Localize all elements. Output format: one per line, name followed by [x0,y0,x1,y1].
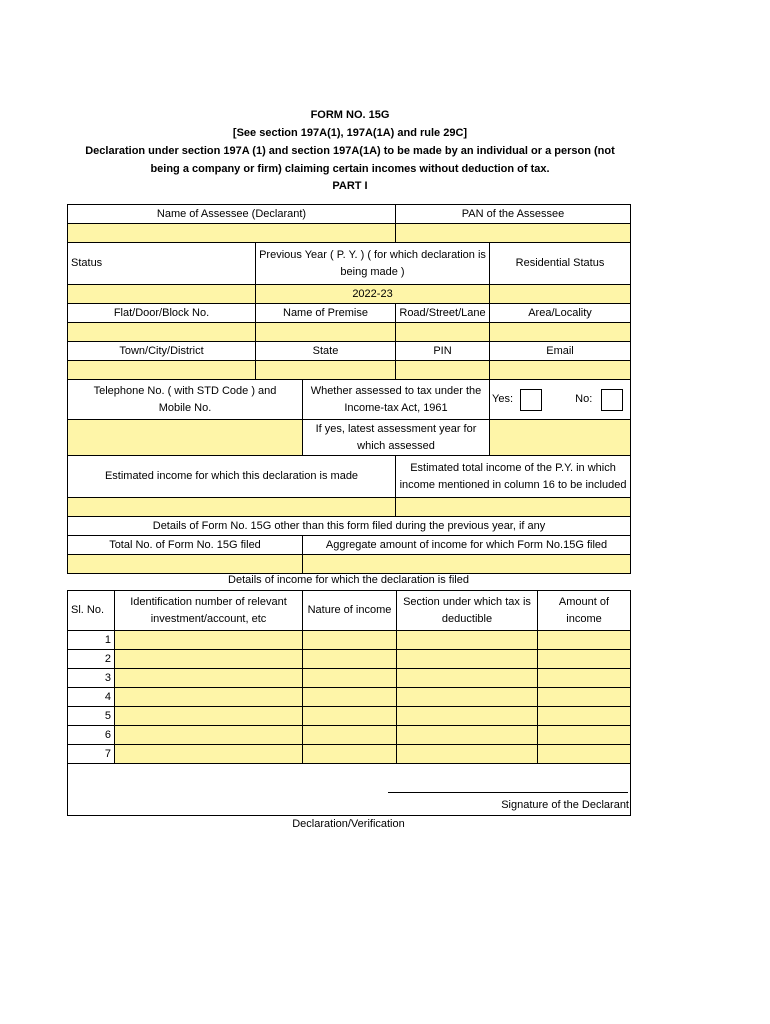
nature-cell[interactable] [303,707,397,726]
pin-label: PIN [396,342,490,361]
status-label: Status [68,243,256,285]
premise-field[interactable] [256,323,396,342]
aggregate-label: Aggregate amount of income for which Form No.15G filed [303,536,631,555]
nature-cell[interactable] [303,726,397,745]
section-cell[interactable] [397,669,538,688]
no-label: No: [575,393,593,406]
total-forms-label: Total No. of Form No. 15G filed [68,536,303,555]
nature-cell[interactable] [303,669,397,688]
state-label: State [256,342,396,361]
identification-cell[interactable] [115,707,303,726]
row-number: 7 [68,745,115,764]
declaration-text-line2: being a company or firm) claiming certain incomes without deduction of tax. [150,163,550,175]
col-amount: Amount of income [538,591,631,631]
row-number: 2 [68,650,115,669]
identification-cell[interactable] [115,688,303,707]
amount-cell[interactable] [538,650,631,669]
nature-cell[interactable] [303,631,397,650]
verification-heading: Declaration/Verification [292,818,405,830]
nature-cell[interactable] [303,650,397,669]
estimated-total-field[interactable] [396,498,631,517]
identification-cell[interactable] [115,726,303,745]
row-number: 3 [68,669,115,688]
area-field[interactable] [490,323,631,342]
email-field[interactable] [490,361,631,380]
identification-cell[interactable] [115,631,303,650]
aggregate-field[interactable] [303,555,631,574]
town-label: Town/City/District [68,342,256,361]
part1-table [67,204,631,574]
row-number: 1 [68,631,115,650]
col-sl-no: Sl. No. [68,591,115,631]
row-number: 5 [68,707,115,726]
signature-line[interactable] [388,792,628,793]
email-label: Email [490,342,631,361]
nature-cell[interactable] [303,688,397,707]
form-title: FORM NO. 15G [310,109,390,121]
yes-checkbox[interactable] [520,389,542,411]
amount-cell[interactable] [538,631,631,650]
identification-cell[interactable] [115,669,303,688]
road-field[interactable] [396,323,490,342]
previous-year-value[interactable]: 2022-23 [256,285,490,304]
latest-ay-label: If yes, latest assessment year for which assessed [303,420,490,456]
pan-field[interactable] [396,224,631,243]
estimated-total-label: Estimated total income of the P.Y. in which income mentioned in column 16 to be included [396,456,631,498]
amount-cell[interactable] [538,669,631,688]
status-field[interactable] [68,285,256,304]
area-label: Area/Locality [490,304,631,323]
pin-field[interactable] [396,361,490,380]
section-cell[interactable] [397,650,538,669]
name-field[interactable] [68,224,396,243]
assessed-yes-no [490,380,631,420]
town-field[interactable] [68,361,256,380]
no-checkbox[interactable] [601,389,623,411]
section-reference: [See section 197A(1), 197A(1A) and rule 29C] [232,127,468,139]
identification-cell[interactable] [115,650,303,669]
telephone-label: Telephone No. ( with STD Code ) and Mobile No. [68,380,303,420]
total-forms-field[interactable] [68,555,303,574]
other-forms-label: Details of Form No. 15G other than this form filed during the previous year, if any [68,517,631,536]
section-cell[interactable] [397,688,538,707]
estimated-income-label: Estimated income for which this declaration is made [68,456,396,498]
telephone-field[interactable] [68,420,303,456]
residential-status-label: Residential Status [490,243,631,285]
flat-label: Flat/Door/Block No. [68,304,256,323]
section-cell[interactable] [397,726,538,745]
residential-status-field[interactable] [490,285,631,304]
income-caption: Details of income for which the declaration is filed [228,574,469,586]
declaration-text-line1: Declaration under section 197A (1) and section 197A(1A) to be made by an individual or a person (not [85,145,615,157]
section-cell[interactable] [397,707,538,726]
name-label: Name of Assessee (Declarant) [68,205,396,224]
amount-cell[interactable] [538,688,631,707]
road-label: Road/Street/Lane [396,304,490,323]
estimated-income-field[interactable] [68,498,396,517]
yes-label: Yes: [492,393,514,406]
signature-label: Signature of the Declarant [501,799,629,811]
col-identification: Identification number of relevant investment/account, etc [115,591,303,631]
col-nature: Nature of income [303,591,397,631]
signature-box [67,760,631,816]
row-number: 4 [68,688,115,707]
row-number: 6 [68,726,115,745]
section-cell[interactable] [397,631,538,650]
flat-field[interactable] [68,323,256,342]
amount-cell[interactable] [538,726,631,745]
pan-label: PAN of the Assessee [396,205,631,224]
income-table [67,590,631,764]
assessed-label: Whether assessed to tax under the Income-tax Act, 1961 [303,380,490,420]
previous-year-label: Previous Year ( P. Y. ) ( for which declaration is being made ) [256,243,490,285]
part-heading: PART I [332,180,368,192]
premise-label: Name of Premise [256,304,396,323]
col-section: Section under which tax is deductible [397,591,538,631]
amount-cell[interactable] [538,707,631,726]
latest-ay-field[interactable] [490,420,631,456]
state-field[interactable] [256,361,396,380]
